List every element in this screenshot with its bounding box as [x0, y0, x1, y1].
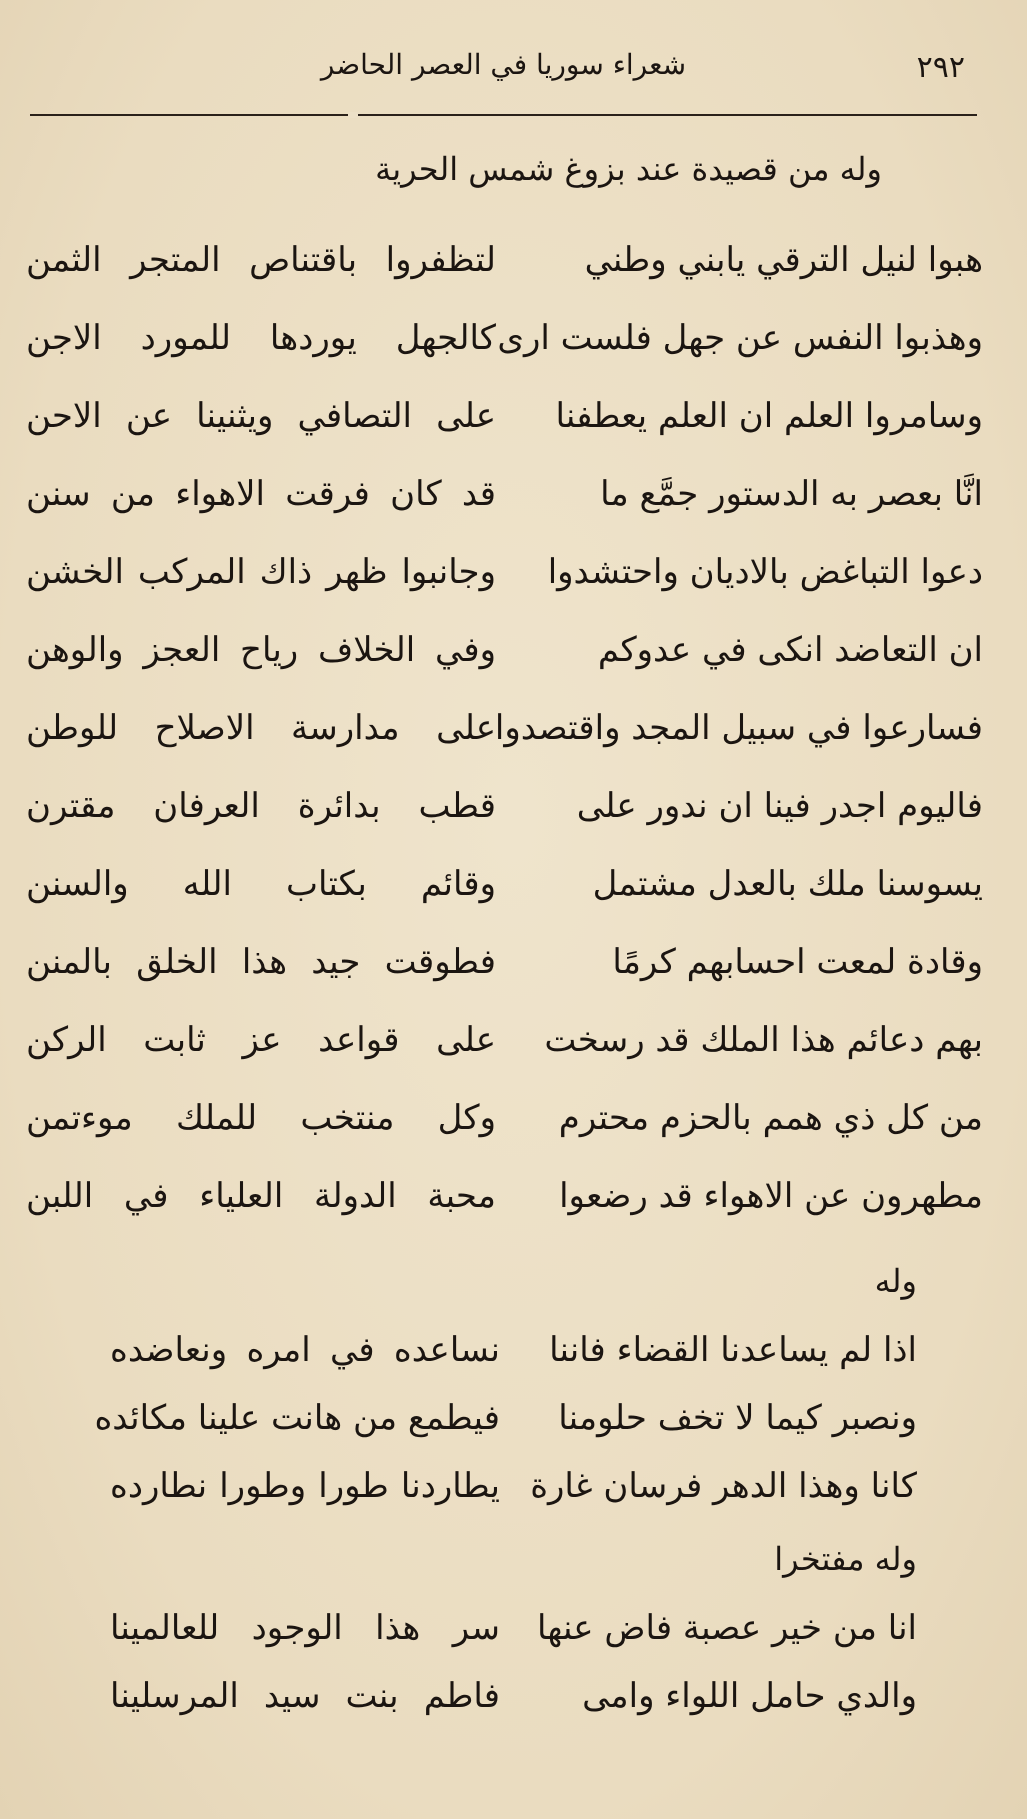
verse-line — [0, 786, 1027, 858]
verse-second-hemistich: وفي الخلاف رياح العجز والوهن — [26, 630, 496, 670]
verse-second-hemistich: محبة الدولة العلياء في اللبن — [26, 1176, 496, 1216]
verse-first-hemistich: ان التعاضد انكى في عدوكم — [597, 630, 983, 670]
verse-first-hemistich: فسارعوا في سبيل المجد واقتصدوا — [494, 708, 983, 748]
verse-first-hemistich: انَّا بعصر به الدستور جمَّع ما — [600, 474, 983, 514]
verse-first-hemistich: هبوا لنيل الترقي يابني وطني — [584, 240, 983, 280]
verse-line — [0, 1466, 1027, 1538]
verse-line — [0, 1176, 1027, 1248]
verse-line — [0, 1020, 1027, 1092]
verse-second-hemistich: على التصافي ويثنينا عن الاحن — [26, 396, 496, 436]
verse-second-hemistich: كالجهل يوردها للمورد الاجن — [26, 318, 496, 358]
verse-first-hemistich: وقادة لمعت احسابهم كرمًا — [612, 942, 983, 982]
section-intro: وله — [874, 1262, 917, 1300]
verse-second-hemistich: نساعده في امره ونعاضده — [110, 1330, 500, 1370]
running-head: شعراء سوريا في العصر الحاضر — [320, 48, 687, 81]
verse-second-hemistich: وجانبوا ظهر ذاك المركب الخشن — [26, 552, 496, 592]
verse-line — [0, 396, 1027, 468]
verse-second-hemistich: فيطمع من هانت علينا مكائده — [94, 1398, 500, 1438]
verse-first-hemistich: وسامروا العلم ان العلم يعطفنا — [555, 396, 983, 436]
verse-second-hemistich: قد كان فرقت الاهواء من سنن — [26, 474, 496, 514]
verse-first-hemistich: اذا لم يساعدنا القضاء فاننا — [549, 1330, 917, 1370]
verse-second-hemistich: وقائم بكتاب الله والسنن — [26, 864, 496, 904]
verse-line — [0, 474, 1027, 546]
section-intro: وله مفتخرا — [774, 1540, 917, 1578]
verse-second-hemistich: وكل منتخب للملك موءتمن — [26, 1098, 496, 1138]
verse-first-hemistich: والدي حامل اللواء وامى — [582, 1676, 917, 1716]
verse-line — [0, 240, 1027, 312]
verse-first-hemistich: بهم دعائم هذا الملك قد رسخت — [544, 1020, 983, 1060]
verse-line — [0, 864, 1027, 936]
verse-second-hemistich: على قواعد عز ثابت الركن — [26, 1020, 496, 1060]
page-header — [30, 44, 977, 104]
verse-second-hemistich: فطوقت جيد هذا الخلق بالمنن — [26, 942, 496, 982]
verse-first-hemistich: مطهرون عن الاهواء قد رضعوا — [559, 1176, 983, 1216]
verse-second-hemistich: فاطم بنت سيد المرسلينا — [110, 1676, 500, 1716]
verse-line — [0, 1330, 1027, 1402]
verse-second-hemistich: على مدارسة الاصلاح للوطن — [26, 708, 496, 748]
verse-line — [0, 552, 1027, 624]
verse-first-hemistich: يسوسنا ملك بالعدل مشتمل — [592, 864, 983, 904]
verse-line — [0, 1676, 1027, 1748]
verse-line — [0, 1608, 1027, 1680]
verse-second-hemistich: قطب بدائرة العرفان مقترن — [26, 786, 496, 826]
verse-line — [0, 318, 1027, 390]
verse-second-hemistich: لتظفروا باقتناص المتجر الثمن — [26, 240, 496, 280]
verse-second-hemistich: يطاردنا طورا وطورا نطارده — [110, 1466, 500, 1506]
verse-line — [0, 1398, 1027, 1470]
verse-first-hemistich: وهذبوا النفس عن جهل فلست ارى — [497, 318, 983, 358]
verse-line — [0, 708, 1027, 780]
verse-line — [0, 942, 1027, 1014]
verse-first-hemistich: من كل ذي همم بالحزم محترم — [558, 1098, 983, 1138]
page-number: ٢٩٢ — [916, 50, 965, 85]
verse-line — [0, 1098, 1027, 1170]
verse-second-hemistich: سر هذا الوجود للعالمينا — [110, 1608, 500, 1648]
verse-first-hemistich: فاليوم اجدر فينا ان ندور على — [576, 786, 983, 826]
header-rule-gap — [348, 112, 358, 118]
verse-line — [0, 630, 1027, 702]
section-intro: وله من قصيدة عند بزوغ شمس الحرية — [375, 150, 882, 188]
verse-first-hemistich: كانا وهذا الدهر فرسان غارة — [530, 1466, 917, 1506]
header-rule — [30, 114, 977, 116]
verse-first-hemistich: انا من خير عصبة فاض عنها — [537, 1608, 917, 1648]
verse-first-hemistich: ونصبر كيما لا تخف حلومنا — [558, 1398, 917, 1438]
verse-first-hemistich: دعوا التباغض بالاديان واحتشدوا — [547, 552, 983, 592]
